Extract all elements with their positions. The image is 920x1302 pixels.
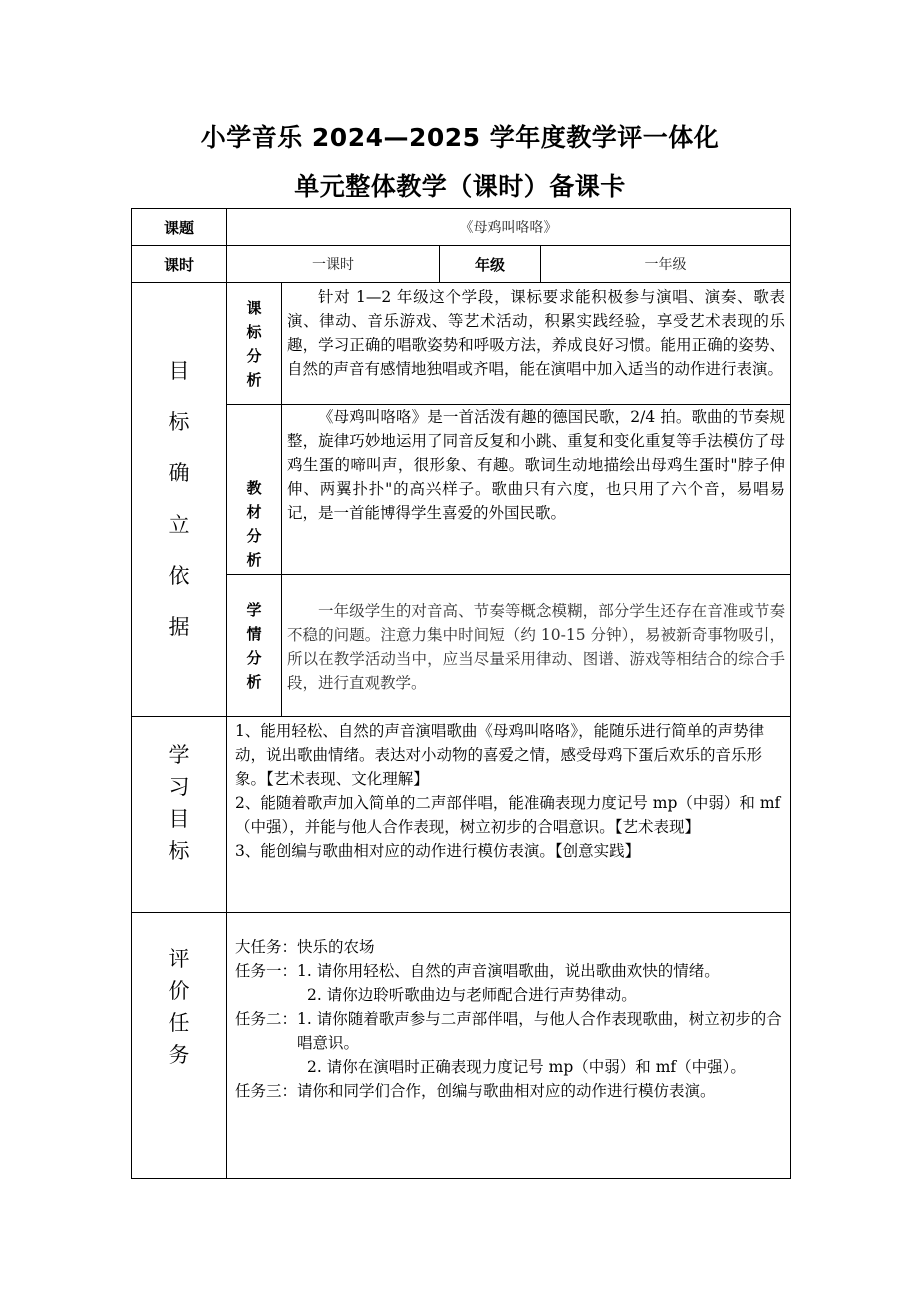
material-row <box>132 405 791 575</box>
learning-goals-list <box>227 719 790 863</box>
big-task: 大任务：快乐的农场 <box>235 938 375 956</box>
period-label: 课时 <box>132 246 227 283</box>
task-three-text: 请你和同学们合作，创编与歌曲相对应的动作进行模仿表演。 <box>297 1082 716 1100</box>
period-row <box>132 246 791 283</box>
period-value: 一课时 <box>227 246 440 283</box>
goals-basis-label: 目 标 确 立 依 据 <box>132 283 227 717</box>
learning-goals-cell <box>227 717 791 913</box>
grade-value: 一年级 <box>541 246 791 283</box>
learning-goal-item: 3、能创编与歌曲相对应的动作进行模仿表演。【创意实践】 <box>235 842 641 860</box>
task-two-b: 2. 请你在演唱时正确表现力度记号 mp（中弱）和 mf（中强）。 <box>307 1058 746 1076</box>
task-one-lead: 任务一： <box>235 962 298 980</box>
learning-goals-label: 学 习 目 标 <box>132 717 227 913</box>
students-label: 学 情 分 析 <box>227 575 282 717</box>
learning-goals-row <box>132 717 791 913</box>
students-row <box>132 575 791 717</box>
task-two-a: 1. 请你随着歌声参与二声部伴唱，与他人合作表现歌曲，树立初步的合唱意识。 <box>297 1010 782 1052</box>
grade-label: 年级 <box>440 246 541 283</box>
topic-row <box>132 209 791 246</box>
task-one <box>235 959 782 983</box>
curriculum-row <box>132 283 791 405</box>
page-title-line-2: 单元整体教学（课时）备课卡 <box>294 172 626 201</box>
learning-goal-item: 1、能用轻松、自然的声音演唱歌曲《母鸡叫咯咯》，能随乐进行简单的声势律动，说出歌曲情绪。表达对小动物的喜爱之情，感受母鸡下蛋后欢乐的音乐形象。【艺术表现、文化理解】 <box>235 722 765 788</box>
page-title-line-1: 小学音乐 2024—2025 学年度教学评一体化 <box>200 123 720 152</box>
lesson-card-table <box>131 208 791 1179</box>
task-one-a: 1. 请你用轻松、自然的声音演唱歌曲，说出歌曲欢快的情绪。 <box>297 962 720 980</box>
evaluation-row <box>132 913 791 1179</box>
material-text: 《母鸡叫咯咯》是一首活泼有趣的德国民歌，2/4 拍。歌曲的节奏规整，旋律巧妙地运用了同音反复和小跳、重复和变化重复等手法模仿了母鸡生蛋的啼叫声，很形象、有趣。歌词生动地描绘出母鸡生蛋时"脖子伸伸、两翼扑扑"的高兴样子。歌曲只有六度，也只用了六个音，易唱易记，是一首能博得学生喜爱的外国民歌。 <box>287 408 785 522</box>
evaluation-label: 评 价 任 务 <box>132 913 227 1179</box>
material-text-cell <box>282 405 791 575</box>
topic-label: 课题 <box>132 209 227 246</box>
topic-value: 《母鸡叫咯咯》 <box>227 209 791 246</box>
task-one-b: 2. 请你边聆听歌曲边与老师配合进行声势律动。 <box>307 986 637 1004</box>
task-three <box>235 1079 782 1103</box>
learning-goal-item: 2、能随着歌声加入简单的二声部伴唱，能准确表现力度记号 mp（中弱）和 mf（中强），并能与他人合作表现，树立初步的合唱意识。【艺术表现】 <box>235 794 781 836</box>
task-two <box>235 1007 782 1055</box>
evaluation-cell <box>227 913 791 1179</box>
curriculum-text: 针对 1—2 年级这个学段，课标要求能积极参与演唱、演奏、歌表演、律动、音乐游戏、等艺术活动，积累实践经验，享受艺术表现的乐趣，学习正确的唱歌姿势和呼吸方法，养成良好习惯。能用正确的姿势、自然的声音有感情地独唱或齐唱，能在演唱中加入适当的动作进行表演。 <box>287 288 785 378</box>
material-label: 教 材 分 析 <box>227 405 282 575</box>
students-text-cell <box>282 575 791 717</box>
curriculum-label: 课 标 分 析 <box>227 283 282 405</box>
task-two-lead: 任务二： <box>235 1010 298 1028</box>
evaluation-list <box>227 913 790 1103</box>
students-text: 一年级学生的对音高、节奏等概念模糊，部分学生还存在音准或节奏不稳的问题。注意力集中时间短（约 10-15 分钟），易被新奇事物吸引，所以在教学活动当中，应当尽量采用律动、图谱、游戏等相结合的综合手段，进行直观教学。 <box>287 602 785 692</box>
task-three-lead: 任务三： <box>235 1082 298 1100</box>
curriculum-text-cell <box>282 283 791 405</box>
